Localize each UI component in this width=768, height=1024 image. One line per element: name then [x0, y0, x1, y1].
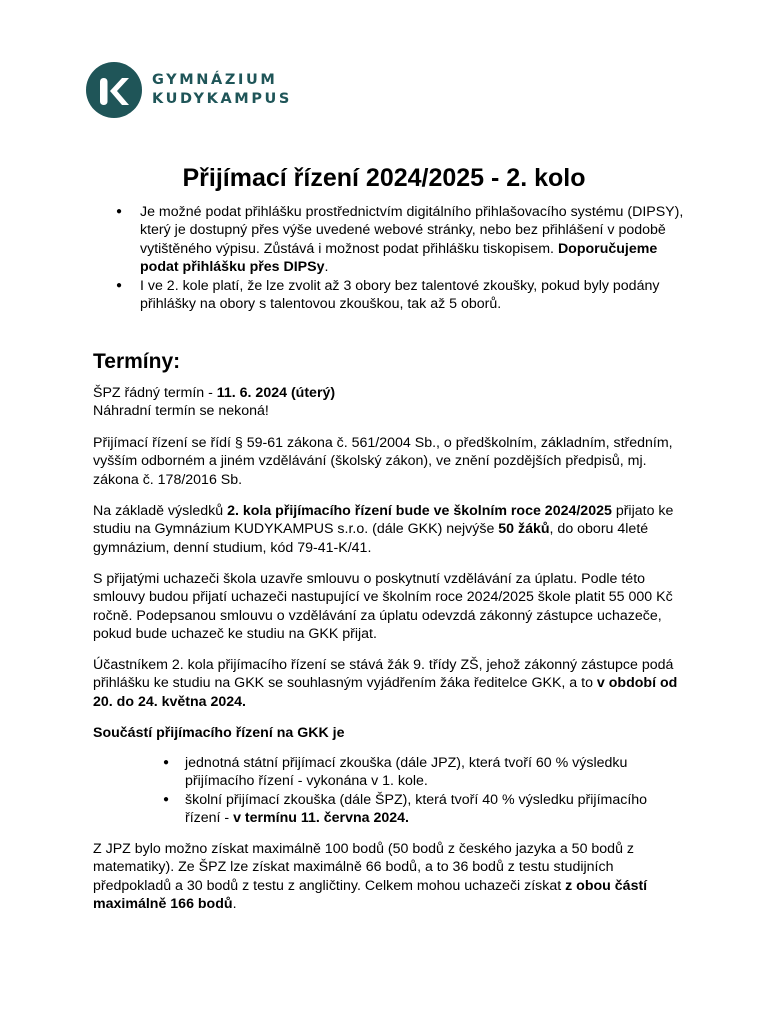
- terms-date: 11. 6. 2024 (úterý): [216, 385, 336, 401]
- intro-bullet-1-bold: Doporučujeme podat přihlášku přes DIPSy: [140, 240, 658, 276]
- intro-bullet-list: [116, 203, 696, 313]
- logo-line-1: GYMNÁZIUM: [152, 72, 278, 88]
- participant-text: Účastníkem 2. kola přijímacího řízení se stává žák 9. třídy ZŠ, jehož zákonný zástupce podá přihlášku ke studiu na GKK se souhlasným vyjádřením žáka ředitelce GKK, a to: [93, 657, 674, 692]
- parts-bullet-list: [163, 754, 673, 828]
- intro-bullet-dipsy: [116, 203, 696, 277]
- results-text-3: , do oboru 4leté gymnázium, denní studium, kód 79-41-K/41.: [93, 521, 649, 556]
- intro-bullet-1-text: Je možné podat přihlášku prostřednictvím digitálního přihlašovacího systému (DIPSY), který je dostupný přes výše uvedené webové stránky, nebo bez přihlášení v podobě vytištěného výpisu. Zůstává i možnost podat přihlášku tiskopisem.: [140, 204, 684, 257]
- logo-line-2: KUDYKAMPUS: [152, 91, 292, 107]
- intro-bullet-1-end: .: [324, 259, 329, 276]
- intro-bullet-2-text: I ve 2. kole platí, že lze zvolit až 3 obory bez talentové zkoušky, pokud byly podány přihlášky na obory s talentovou zkouškou, tak až 5 oborů.: [140, 277, 660, 313]
- points-text-2: .: [232, 896, 237, 913]
- logo-k-icon: [86, 62, 142, 118]
- parts-bullet-2-bold: v termínu 11. června 2024.: [233, 810, 409, 827]
- participant-period: v období od 20. do 24. května 2024.: [93, 675, 678, 710]
- results-bold-1: 2. kola přijímacího řízení bude ve školním roce 2024/2025: [227, 503, 612, 519]
- points-paragraph: [93, 840, 683, 914]
- results-bold-2: 50 žáků: [498, 521, 550, 538]
- participant-paragraph: [93, 656, 683, 711]
- parts-bullet-1-text: jednotná státní přijímací zkouška (dále JPZ), která tvoří 60 % výsledku přijímacího řízení - vykonána v 1. kole.: [185, 755, 628, 790]
- page-title: Přijímací řízení 2024/2025 - 2. kolo: [182, 164, 586, 192]
- points-text-1: Z JPZ bylo možno získat maximálně 100 bodů (50 bodů z českého jazyka a 50 bodů z matematiky). Ze ŠPZ lze získat maximálně 66 bodů, a to 36 bodů z testu studijních předpokladů a 30 bodů z testu z angličtiny. Celkem mohou uchazeči získat: [93, 841, 634, 894]
- results-text-2: přijato ke studiu na Gymnázium KUDYKAMPUS s.r.o. (dále GKK) nejvýše: [93, 503, 674, 538]
- terms-line-2: Náhradní termín se nekoná!: [93, 403, 269, 420]
- contract-paragraph: S přijatými uchazeči škola uzavře smlouvu o poskytnutí vzdělávání za úplatu. Podle této smlouvy budou přijatí uchazeči nastupující ve školním roce 2024/2025 škole platit 55 000 Kč ročně. Podepsanou smlouvu o vzdělávání za úplatu odevzdá zákonný zástupce uchazeče, pokud bude uchazeč ke studiu na GKK přijat.: [93, 571, 673, 643]
- parts-bullet-jpz: [163, 754, 673, 791]
- points-bold: z obou částí maximálně 166 bodů: [93, 877, 648, 913]
- parts-bullet-spz: [163, 791, 673, 828]
- results-text-1: Na základě výsledků: [93, 503, 228, 519]
- school-logo: [86, 62, 292, 118]
- terms-heading: Termíny:: [93, 350, 181, 373]
- parts-heading: Součástí přijímacího řízení na GKK je: [93, 725, 345, 741]
- results-paragraph: [93, 502, 683, 557]
- intro-bullet-fields: [116, 277, 696, 314]
- law-paragraph: Přijímací řízení se řídí § 59-61 zákona č. 561/2004 Sb., o předškolním, základním, středním, vyšším odborném a jiném vzdělávání (školský zákon), ve znění pozdějších předpisů, mj. zákona č. 178/2016 Sb.: [93, 435, 673, 488]
- terms-line-1: ŠPZ řádný termín -: [93, 385, 217, 401]
- logo-text: [152, 71, 292, 109]
- terms-block: [93, 384, 693, 421]
- parts-bullet-2-text: školní přijímací zkouška (dále ŠPZ), která tvoří 40 % výsledku přijímacího řízení -: [185, 791, 648, 827]
